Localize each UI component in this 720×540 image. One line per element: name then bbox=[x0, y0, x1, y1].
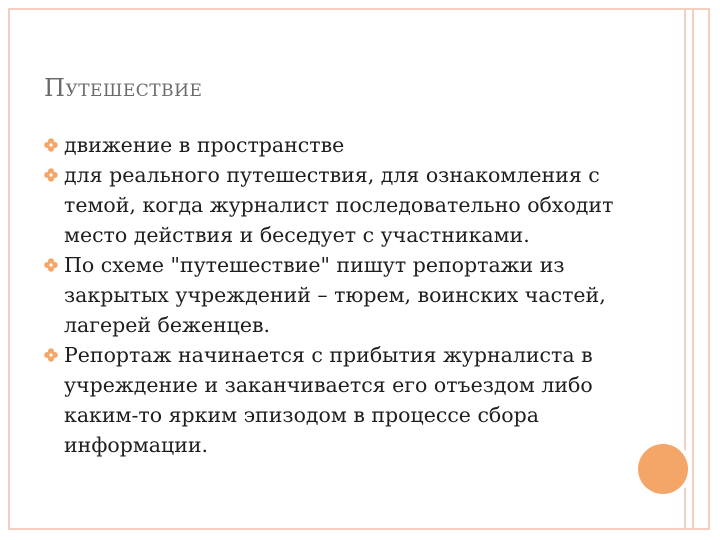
decorative-vertical-line bbox=[692, 8, 694, 530]
bullet-text: Репортаж начинается с прибытия журналиста в учреждение и заканчивается его отъездом либо каким-то ярким эпизодом в процессе сбора информации. bbox=[64, 343, 593, 457]
slide-title bbox=[44, 74, 202, 102]
flower-bullet-icon bbox=[44, 258, 58, 272]
bullet-item bbox=[44, 160, 624, 250]
flower-bullet-icon bbox=[44, 138, 58, 152]
title-rest: УТЕШЕСТВИЕ bbox=[65, 81, 203, 101]
bullet-text: для реального путешествия, для ознакомления с темой, когда журналист последовательно обходит место действия и беседует с участниками. bbox=[64, 163, 614, 247]
flower-bullet-icon bbox=[44, 348, 58, 362]
title-initial: П bbox=[44, 74, 66, 102]
bullet-text: движение в пространстве bbox=[64, 133, 345, 157]
bullet-list bbox=[44, 130, 624, 460]
flower-bullet-icon bbox=[44, 168, 58, 182]
decorative-vertical-line bbox=[684, 8, 686, 530]
decorative-orange-circle bbox=[638, 444, 688, 494]
bullet-item bbox=[44, 130, 624, 160]
bullet-text: По схеме "путешествие" пишут репортажи из закрытых учреждений – тюрем, воинских частей, лагерей беженцев. bbox=[64, 253, 606, 337]
bullet-item bbox=[44, 340, 624, 460]
bullet-item bbox=[44, 250, 624, 340]
